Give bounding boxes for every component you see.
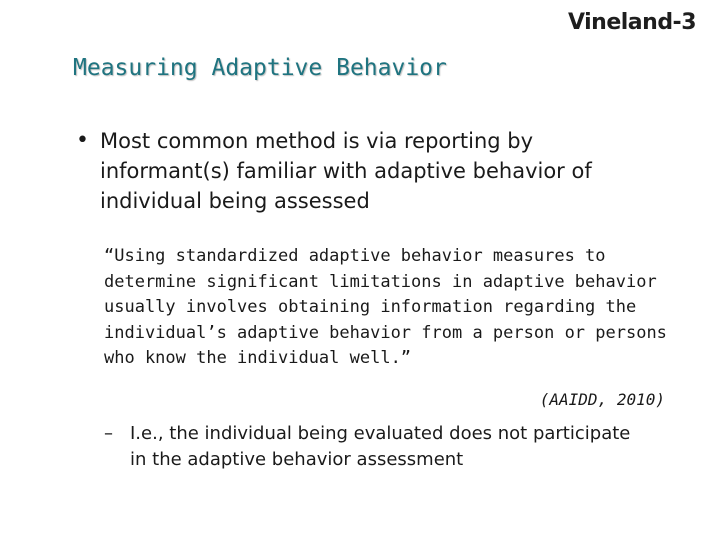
sub-bullet: [104, 421, 644, 473]
aaidd-quote: “Using standardized adaptive behavior measures to determine significant limitations in adaptive behavior usually involves obtaining information regarding the individual’s adaptive behavior from a person or persons who know the individual well.”: [104, 246, 667, 368]
main-bullet-text: Most common method is via reporting by informant(s) familiar with adaptive behavior of individual being assessed: [100, 129, 592, 213]
sub-bullet-text: I.e., the individual being evaluated does not participate in the adaptive behavior assessment: [130, 423, 631, 470]
dash-icon: –: [104, 423, 113, 444]
slide-title: Measuring Adaptive Behavior: [73, 55, 447, 81]
main-bullet: [76, 126, 616, 216]
vineland-3-logo: Vineland-3: [568, 10, 696, 35]
quote-citation: (AAIDD, 2010): [539, 390, 665, 409]
bullet-icon: •: [76, 128, 89, 153]
